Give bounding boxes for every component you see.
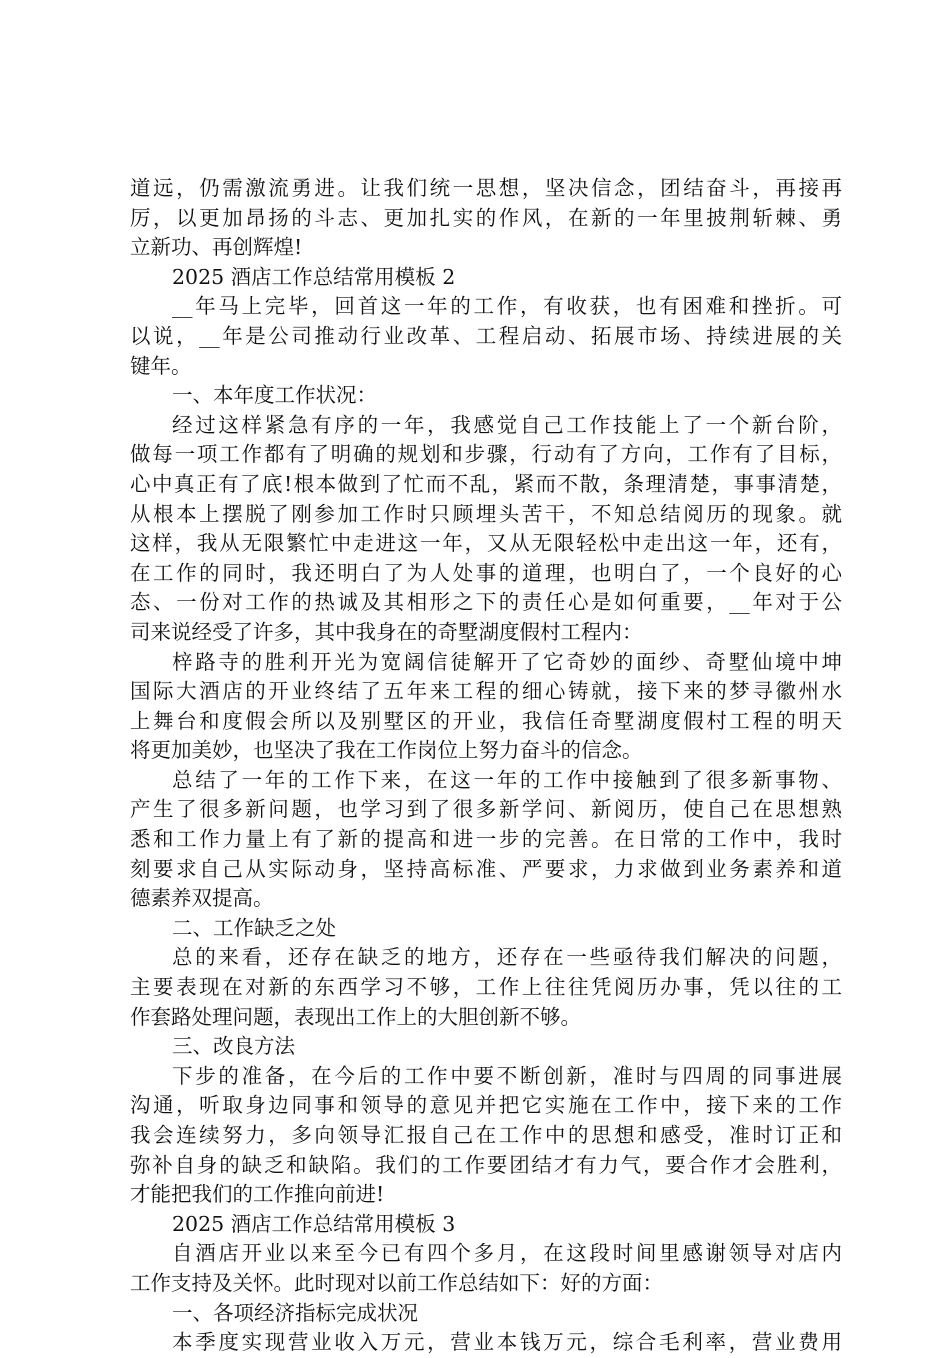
section-heading: 三、改良方法 — [172, 1034, 295, 1059]
paragraph-first-line: 梓路寺的胜利开光为宽阔信徒解开了它奇妙的面纱、奇墅仙境中坤 — [172, 649, 842, 674]
section-heading: 2025 酒店工作总结常用模板 3 — [172, 1211, 456, 1236]
body-line: 悉和工作力量上有了新的提高和进一步的完善。在日常的工作中，我时 — [130, 827, 842, 852]
section-heading: 一、各项经济指标完成状况 — [172, 1300, 418, 1325]
paragraph-first-line: 下步的准备，在今后的工作中要不断创新，准时与四周的同事进展 — [172, 1063, 842, 1088]
paragraph-last-line: 工作支持及关怀。此时现对以前工作总结如下：好的方面： — [130, 1270, 663, 1295]
body-line: 沟通，听取身边同事和领导的意见并把它实施在工作中，接下来的工作 — [130, 1093, 842, 1118]
paragraph-first-line: 总结了一年的工作下来，在这一年的工作中接触到了很多新事物、 — [172, 767, 842, 792]
paragraph-last-line: 才能把我们的工作推向前进! — [130, 1182, 385, 1207]
body-line: 道远，仍需激流勇进。让我们统一思想，坚决信念，团结奋斗，再接再 — [130, 176, 842, 200]
body-line: 产生了很多新问题，也学习到了很多新学问、新阅历，使自己在思想熟 — [130, 797, 842, 822]
paragraph-first-line: 总的来看，还存在缺乏的地方，还存在一些亟待我们解决的问题， — [172, 945, 842, 970]
paragraph-last-line: 德素养双提高。 — [130, 886, 274, 911]
body-line: 心中真正有了底!根本做到了忙而不乱，紧而不散，条理清楚，事事清楚， — [130, 471, 842, 496]
paragraph-last-line: 司来说经受了许多，其中我身在的奇墅湖度假村工程内： — [130, 619, 643, 644]
body-line: 在工作的同时，我还明白了为人处事的道理，也明白了，一个良好的心 — [130, 560, 842, 585]
body-line: 从根本上摆脱了刚参加工作时只顾埋头苦干，不知总结阅历的现象。就 — [130, 501, 842, 526]
body-line: 弥补自身的缺乏和缺陷。我们的工作要团结才有力气，要合作才会胜利， — [130, 1152, 842, 1177]
section-heading: 2025 酒店工作总结常用模板 2 — [172, 264, 456, 289]
body-line: 上舞台和度假会所以及别墅区的开业，我信任奇墅湖度假村工程的明天 — [130, 708, 842, 733]
body-line: 主要表现在对新的东西学习不够，工作上往往凭阅历办事，凭以往的工 — [130, 975, 842, 1000]
paragraph-last-line: 键年。 — [130, 353, 192, 378]
body-line: 厉，以更加昂扬的斗志、更加扎实的作风，在新的一年里披荆斩棘、勇 — [130, 205, 842, 230]
body-line: 做每一项工作都有了明确的规划和步骤，行动有了方向，工作有了目标， — [130, 442, 842, 467]
paragraph-first-line: 本季度实现营业收入万元，营业本钱万元，综合毛利率，营业费用 — [172, 1330, 842, 1355]
section-heading: 二、工作缺乏之处 — [172, 915, 336, 940]
section-heading: 一、本年度工作状况： — [172, 383, 377, 408]
paragraph-first-line: __年马上完毕，回首这一年的工作，有收获，也有困难和挫折。可 — [172, 294, 842, 319]
paragraph-first-line: 自酒店开业以来至今已有四个多月，在这段时间里感谢领导对店内 — [172, 1241, 842, 1266]
body-line: 国际大酒店的开业终结了五年来工程的细心铸就，接下来的梦寻徽州水 — [130, 679, 842, 704]
paragraph-last-line: 将更加美妙，也坚决了我在工作岗位上努力奋斗的信念。 — [130, 738, 643, 763]
paragraph-last-line: 作套路处理问题，表现出工作上的大胆创新不够。 — [130, 1004, 581, 1029]
body-line: 我会连续努力，多向领导汇报自己在工作中的思想和感受，准时订正和 — [130, 1123, 842, 1147]
paragraph-last-line: 立新功、再创辉煌! — [130, 235, 303, 260]
document-body — [130, 174, 842, 1358]
body-line: 这样，我从无限繁忙中走进这一年，又从无限轻松中走出这一年，还有， — [130, 531, 842, 556]
body-line: 刻要求自己从实际动身，坚持高标准、严要求，力求做到业务素养和道 — [130, 856, 842, 881]
body-line: 以说，__年是公司推动行业改革、工程启动、拓展市场、持续进展的关 — [130, 323, 842, 348]
body-line: 态、一份对工作的热诚及其相形之下的责任心是如何重要，__年对于公 — [130, 590, 842, 615]
paragraph-first-line: 经过这样紧急有序的一年，我感觉自己工作技能上了一个新台阶， — [172, 412, 842, 437]
